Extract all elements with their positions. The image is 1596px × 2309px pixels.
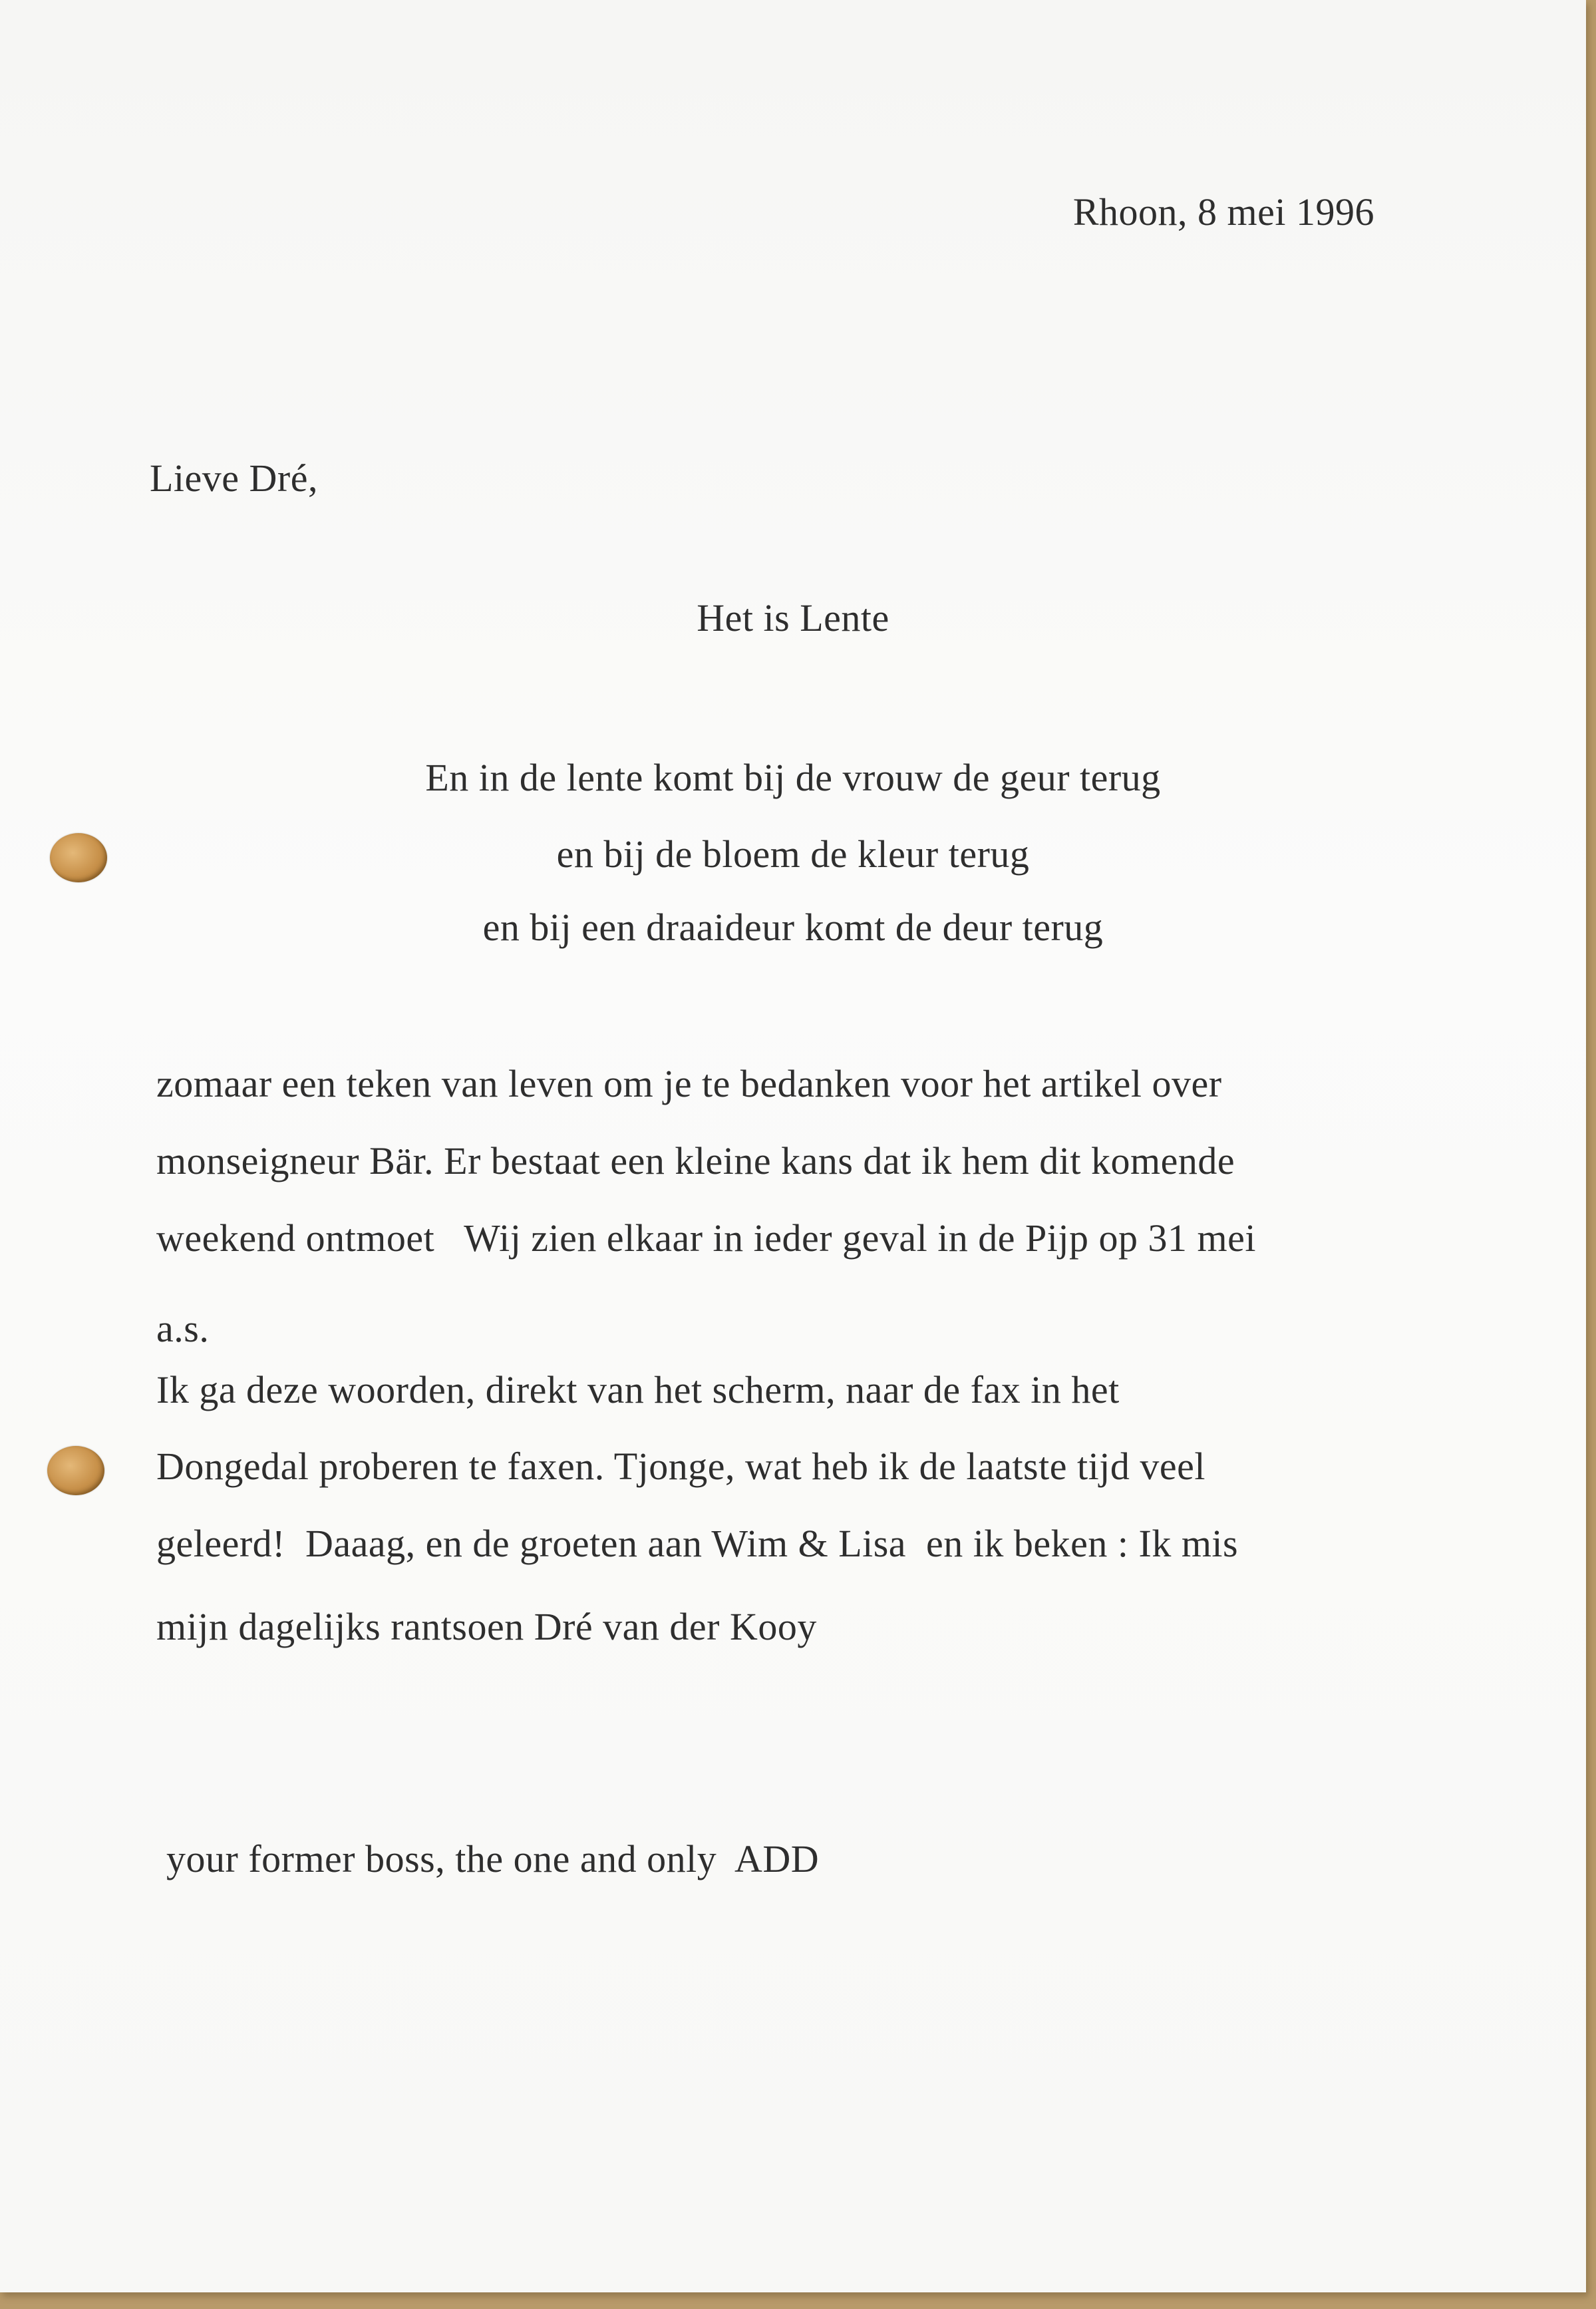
body-line: Ik ga deze woorden, direkt van het scherm, naar de fax in het (156, 1368, 1120, 1411)
body-line: Dongedal proberen te faxen. Tjonge, wat heb ik de laatste tijd veel (156, 1445, 1205, 1488)
letter-date: Rhoon, 8 mei 1996 (1072, 190, 1374, 234)
punch-hole-bottom (47, 1446, 104, 1495)
body-line: geleerd! Daaag, en de groeten aan Wim & Lisa en ik beken : Ik mis (156, 1522, 1239, 1565)
poem-line: En in de lente komt bij de vrouw de geur terug (425, 756, 1161, 799)
body-line: weekend ontmoet Wij zien elkaar in ieder geval in de Pijp op 31 mei (156, 1216, 1257, 1260)
salutation: Lieve Dré, (150, 456, 318, 500)
body-line: a.s. (156, 1307, 210, 1350)
poem-line: en bij de bloem de kleur terug (556, 832, 1030, 876)
poem-line: en bij een draaideur komt de deur terug (482, 906, 1104, 949)
body-line: zomaar een teken van leven om je te bedanken voor het artikel over (156, 1062, 1222, 1105)
body-line: monseigneur Bär. Er bestaat een kleine kans dat ik hem dit komende (156, 1139, 1235, 1182)
closing-signature: your former boss, the one and only ADD (166, 1837, 820, 1880)
body-line: mijn dagelijks rantsoen Dré van der Kooy (156, 1605, 817, 1648)
poem-title: Het is Lente (697, 596, 889, 639)
